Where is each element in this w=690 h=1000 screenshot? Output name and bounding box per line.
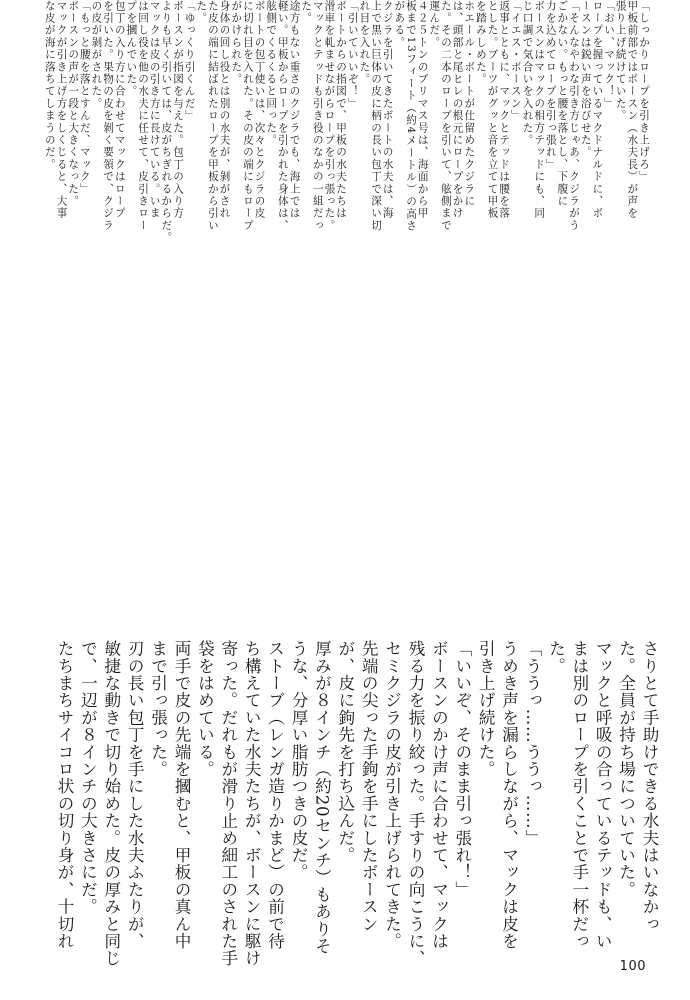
text-column: ボースンが指図を与えた。包丁の入り方 <box>172 0 184 220</box>
text-column: は、頭部と尾ヒレの根元にロープをかけ <box>451 0 464 220</box>
text-column: 先端の尖った手鉤を手にしたボースン <box>359 640 379 933</box>
text-column: 滑車を軋ませながらロープを引っ張った。 <box>323 0 336 232</box>
text-column: 「ううっ……ううっ……」 <box>523 640 542 847</box>
text-column: た。 <box>300 0 313 25</box>
text-column: マックは皮の引き方に長けている。いま <box>148 0 161 220</box>
text-column: れ目を入れた。 <box>358 0 371 86</box>
text-column: を踏みしめた。 <box>474 0 487 86</box>
text-column: 舷側でくるくると回った。 <box>265 0 278 147</box>
text-column: 残る力を振り絞った。手すりの向こうに、 <box>406 640 425 967</box>
text-column: クジラを引いてきたボートの水夫は、海 <box>381 0 394 220</box>
text-column: た。全員が持ち場についていた。 <box>616 640 636 898</box>
text-column: ースンは鋭い声を浴びせた。 <box>579 0 592 159</box>
text-column: 上で黒い巨体の皮に柄の長い包丁で深い切 <box>370 0 383 232</box>
text-column: が、皮に鉤先を打ち込んだ。 <box>335 640 355 864</box>
text-column: 運んだ。 <box>428 0 441 49</box>
text-column: 板まで13フィート（約4メートル）の高さ <box>405 0 417 233</box>
text-column: 包丁の入り方に合わせてマックはロープ <box>113 0 126 220</box>
text-column: ストーブ（レンガ造りかまど）の前で待 <box>265 640 285 950</box>
text-column: 力を込めてロープを引っ張れ」 <box>544 0 557 171</box>
text-column: 返事とともに、マックとテッドは腰を落 <box>498 0 511 220</box>
text-column: 「もっと腰を落とすんだ、マック」 <box>78 0 91 196</box>
text-column: じ口調で気合いを入れた。 <box>521 0 534 147</box>
text-column: ４２５トンのブリマス号は、海面から甲 <box>416 0 429 220</box>
text-column: 「おい、マック！」 <box>603 0 616 110</box>
text-column: に切れ目を入れた。その皮の端にもロープ <box>241 0 254 232</box>
text-column: セミクジラの皮が引き上げられてきた。 <box>382 640 402 950</box>
text-column: 寄った。だれもが滑り止め細工のされた手 <box>218 640 238 967</box>
text-column: 両手で皮の先端を摑むと、甲板の真ん中 <box>172 640 191 950</box>
text-column: プを摑んでいた。 <box>125 0 138 98</box>
text-column: ボースンのかけ声に合わせて、マックは <box>429 640 449 950</box>
text-column: 厚みが８インチ（約20センチ）もありそ <box>312 640 332 955</box>
text-column: マックとテッドも引き役のなかの一組だっ <box>311 0 324 232</box>
text-column: 「ゆっくり引くんだ」 <box>183 0 196 122</box>
text-column: な皮が海に落ちてしまうのだ。 <box>43 0 56 171</box>
text-column: 「いいぞ、そのまま引っ張れ！」 <box>452 640 472 898</box>
text-column: 甲板前部ではボースン（水夫長）が声を <box>626 0 639 220</box>
text-column: ホエール・ボートが仕留めたクジラに <box>463 0 476 208</box>
text-column: た皮の端に結ばれたロープを甲板から引い <box>206 0 219 232</box>
text-column: よりも早く引いては、皮がちぎれるからだ。 <box>160 0 173 244</box>
text-column: ロープを握っているマクドナルドに、ボ <box>591 0 604 220</box>
text-column: 引き上げ続けた。 <box>476 640 496 778</box>
text-column: 袋をはめている。 <box>195 640 215 778</box>
text-column: を引いた。果物の皮を剝く要領で、クジラ <box>102 0 115 232</box>
page-number: 100 <box>619 959 646 974</box>
text-column: ごかない。もっと腰を落とし、下腹に <box>556 0 569 208</box>
text-column: の皮が剝がされた。 <box>90 0 103 110</box>
text-column: マックが引き上げ方をしくじると、大事 <box>55 0 68 220</box>
text-column: は回し役を他の水夫に任せて、皮引きロー <box>137 0 150 232</box>
text-column: 「引いていいぞ！」 <box>346 0 359 110</box>
text-column: 身体の回し役とは別の水夫が、剝がされ <box>218 0 231 220</box>
text-column: がかけられた。 <box>230 0 243 86</box>
text-column: さりとて手助けできる水夫はいなかっ <box>640 640 659 933</box>
text-column: 張り上げ続けていた。 <box>614 0 627 122</box>
text-column: 「イエス・ボースン」 <box>509 0 522 122</box>
text-column: 刃の長い包丁を手にした水夫ふたりが、 <box>125 640 145 950</box>
text-column: うめき声を漏らしながら、マックは皮を <box>499 640 519 950</box>
text-column: ボースンはマックの相方テッドにも、同 <box>533 0 546 220</box>
text-column: まで引っ張った。 <box>148 640 168 778</box>
text-column: ボートからの指図で、甲板の水夫たちは <box>335 0 348 220</box>
text-column: ち構えていた水夫たちが、ボースンに駆け <box>242 640 262 967</box>
text-column: た。 <box>195 0 208 25</box>
text-column: とした。ブーツがグッと音を立てて甲板 <box>486 0 499 220</box>
text-column: 「しっかりロープを引き上げろ」 <box>638 0 650 183</box>
text-column: 軽い。甲板からロープを引かれた身体は、 <box>276 0 289 232</box>
text-column: 途方もない重さのクジラでも、海上では <box>288 0 301 220</box>
text-column: まは別のロープを引くことで手一杯だっ <box>569 640 589 950</box>
text-column: たちまちサイコロ状の切り身が、十切れ <box>55 640 74 950</box>
text-column: マックと呼吸の合っているテッドも、い <box>593 640 613 950</box>
text-column: がある。 <box>393 0 406 49</box>
text-column: うな、分厚い脂肪つきの皮だ。 <box>289 640 308 881</box>
text-column: た。 <box>546 640 566 675</box>
text-column: で、一辺が８インチの大きさにだ。 <box>78 640 98 916</box>
text-column: ボースンの声が一段と大きくなった。 <box>67 0 80 208</box>
text-column: 敏捷な動きで切り始めた。皮の厚みと同じ <box>101 640 121 967</box>
text-column: 「そんなやわな引き方じゃあ、クジラがう <box>568 0 581 232</box>
text-column: た。その二本のロープを引いて、舷側まで <box>439 0 452 232</box>
text-column: ボートの包丁使いは、次々とクジラの皮 <box>253 0 266 220</box>
